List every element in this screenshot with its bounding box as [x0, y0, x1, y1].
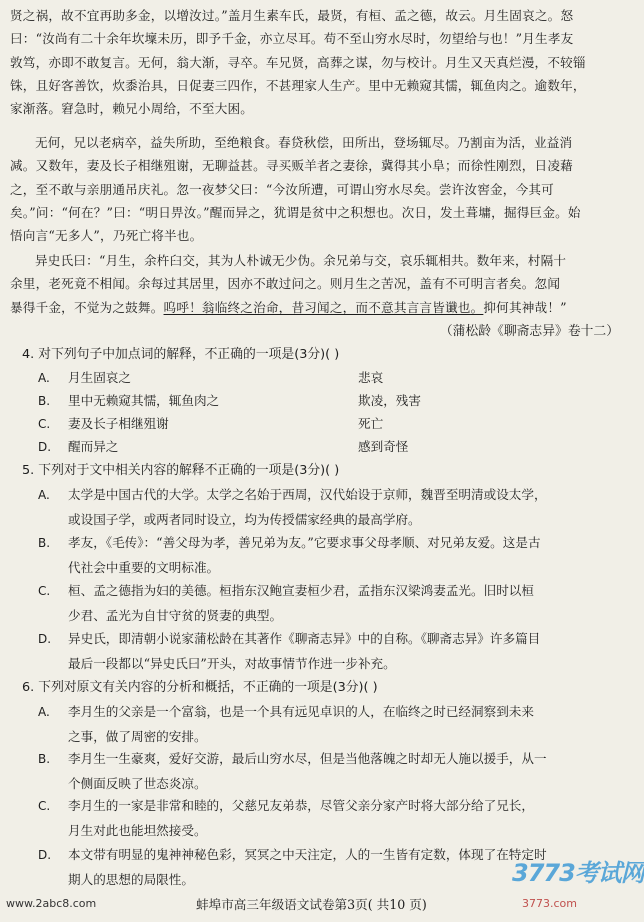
- passage-text: 抑何其神哉！”: [483, 299, 567, 315]
- passage-line: [10, 296, 614, 319]
- passage-line: 矣。”问：“何在？”曰：“明日畀汝。”醒而异之，犹谓是贫中之积想也。次日，发土葺墉，掘得巨金。始: [10, 204, 581, 220]
- passage-line: 无何，兄以老病卒，益失所助，至绝粮食。春贷秋偿，田所出，登场辄尽。乃割亩为活，业益消: [35, 135, 573, 150]
- passage-text: 暴得千金，不觉为之鼓舞。: [10, 299, 164, 315]
- option-line: 桓、孟之德指为妇的美德。桓指东汉鲍宣妻桓少君，孟指东汉梁鸿妻孟光。旧时以桓: [68, 583, 534, 598]
- passage-line: 敦笃，亦即不敢复言。无何，翁大渐，寻卒。车兄贤，高葬之谋，勿与校计。月生又天真烂漫，不较锱: [10, 54, 586, 70]
- option-letter: D.: [38, 848, 52, 862]
- q4-option-d-meaning: 感到奇怪: [358, 439, 409, 454]
- q4-option-a-meaning: 悲哀: [358, 370, 384, 385]
- q5-option-b: [38, 531, 618, 580]
- passage-line: 减。又数年，妻及长子相继殂谢，无聊益甚。寻买贩羊者之妻徐，冀得其小阜；而徐性刚烈，日凌藉: [10, 158, 573, 174]
- option-text: 醒而异之: [68, 439, 119, 454]
- passage-line: 贤之祸，故不宜再助多金，以增汝过。”盖月生素车氏，最贤，有桓、孟之德，故云。月生固哀之。怒: [10, 8, 574, 23]
- passage-line: 铢，且好客善饮，炊黍治具，日促妻三四作，不甚理家人生产。里中无赖窥其懦，辄鱼肉之。逾数年，: [10, 77, 586, 93]
- option-letter: D.: [38, 632, 52, 646]
- option-line: 本文带有明显的鬼神神秘色彩，冥冥之中天注定，人的一生皆有定数，体现了在特定时: [68, 847, 547, 862]
- q5-option-c: [38, 579, 618, 628]
- q6-option-a: [38, 700, 618, 749]
- option-text: 妻及长子相继殂谢: [68, 416, 169, 431]
- q4-option-c-meaning: 死亡: [358, 416, 384, 431]
- option-letter: C.: [38, 799, 51, 813]
- question-4-stem: 4. 对下列句子中加点词的解释，不正确的一项是(3分)( ): [22, 347, 340, 362]
- q4-option-a: [38, 368, 131, 388]
- q4-option-b-meaning: 欺凌，残害: [358, 393, 421, 408]
- option-line: 个侧面反映了世态炎凉。: [68, 775, 207, 791]
- option-letter: C.: [38, 417, 51, 431]
- option-line: 李月生的一家是非常和睦的，父慈兄友弟恭，尽管父亲分家产时将大部分给了兄长，: [68, 798, 534, 813]
- footer-site-url: www.2abc8.com: [6, 897, 97, 910]
- option-line: 代社会中重要的文明标准。: [68, 559, 220, 575]
- source-citation: （蒲松龄《聊斋志异》卷十二）: [439, 324, 619, 339]
- option-letter: B.: [38, 536, 51, 550]
- q6-option-c: [38, 794, 618, 843]
- option-line: 李月生的父亲是一个富翁，也是一个具有远见卓识的人，在临终之时已经洞察到未来: [68, 704, 534, 719]
- passage-line: 余里，老死竟不相闻。余每过其居里，因亦不敢过问之。则月生之苦况，盖有不可明言者矣。忽闻: [10, 276, 561, 292]
- option-letter: A.: [38, 371, 50, 385]
- passage-line: 曰：“汝尚有二十余年坎壈未历，即予千金，亦立尽耳。苟不至山穷水尽时，勿望给与也！”月生孝友: [10, 31, 574, 47]
- option-line: 期人的思想的局限性。: [68, 871, 194, 887]
- q4-option-d: [38, 437, 118, 457]
- option-text: 月生固哀之: [68, 370, 131, 385]
- option-letter: D.: [38, 440, 52, 454]
- underlined-sentence: 呜呼！翁临终之治命，昔习闻之，而不意其言言皆谶也。: [163, 299, 484, 315]
- option-letter: B.: [38, 752, 51, 766]
- option-line: 最后一段都以“异史氏曰”开头，对故事情节作进一步补充。: [68, 655, 396, 671]
- watermark-logo: [512, 853, 644, 919]
- passage-line: 之，至不敢与亲朋通吊庆礼。忽一夜梦父曰：“今汝所遭，可谓山穷水尽矣。尝许汝窖金，今其可: [10, 181, 554, 197]
- option-line: 李月生一生豪爽，爱好交游，最后山穷水尽，但是当他落魄之时却无人施以援手，从一: [68, 751, 547, 766]
- watermark-logo-text: 3773考试网: [512, 859, 644, 887]
- option-line: 或设国子学，或两者同时设立，均为传授儒家经典的最高学府。: [68, 511, 421, 527]
- passage-paragraph-2: [10, 131, 614, 247]
- option-line: 月生对此也能坦然接受。: [68, 822, 207, 838]
- passage-line: 悟向言“无多人”，乃死亡将半也。: [10, 228, 203, 244]
- q5-option-d: [38, 627, 618, 676]
- option-line: 太学是中国古代的大学。太学之名始于西周，汉代始设于京师，魏晋至明清或设太学，: [68, 487, 547, 502]
- q4-option-c: [38, 414, 169, 434]
- q4-option-b: [38, 391, 219, 411]
- option-line: 异史氏，即清朝小说家蒲松龄在其著作《聊斋志异》中的自称。《聊斋志异》许多篇目: [68, 631, 541, 646]
- passage-line: 家渐落。窘急时，赖兄小周给，不至大困。: [10, 101, 254, 117]
- option-letter: A.: [38, 488, 50, 502]
- option-line: 之事，做了周密的安排。: [68, 728, 207, 744]
- option-letter: A.: [38, 705, 50, 719]
- option-line: 少君、孟光为自甘守贫的贤妻的典型。: [68, 607, 283, 623]
- option-letter: B.: [38, 394, 51, 408]
- option-letter: C.: [38, 584, 51, 598]
- question-5-stem: 5. 下列对于文中相关内容的解释不正确的一项是(3分)( ): [22, 463, 340, 478]
- passage-paragraph-1: [10, 4, 614, 120]
- question-6-stem: 6. 下列对原文有关内容的分析和概括，不正确的一项是(3分)( ): [22, 680, 378, 695]
- option-line: 孝友，《毛传》：“善父母为孝，善兄弟为友。”它要求事父母孝顺、对兄弟友爱。这是古: [68, 535, 541, 550]
- watermark-url: 3773.com: [522, 897, 577, 910]
- option-text: 里中无赖窥其懦，辄鱼肉之: [68, 393, 220, 408]
- passage-line: 异史氏曰：“月生，余杵臼交，其为人朴诚无少伪。余兄弟与交，哀乐辄相共。数年来，村隔十: [35, 253, 567, 268]
- passage-paragraph-3: [10, 249, 614, 319]
- page-number-label: 蚌埠市高三年级语文试卷第3页( 共10 页): [196, 897, 427, 912]
- q6-option-b: [38, 747, 618, 796]
- q5-option-a: [38, 483, 618, 532]
